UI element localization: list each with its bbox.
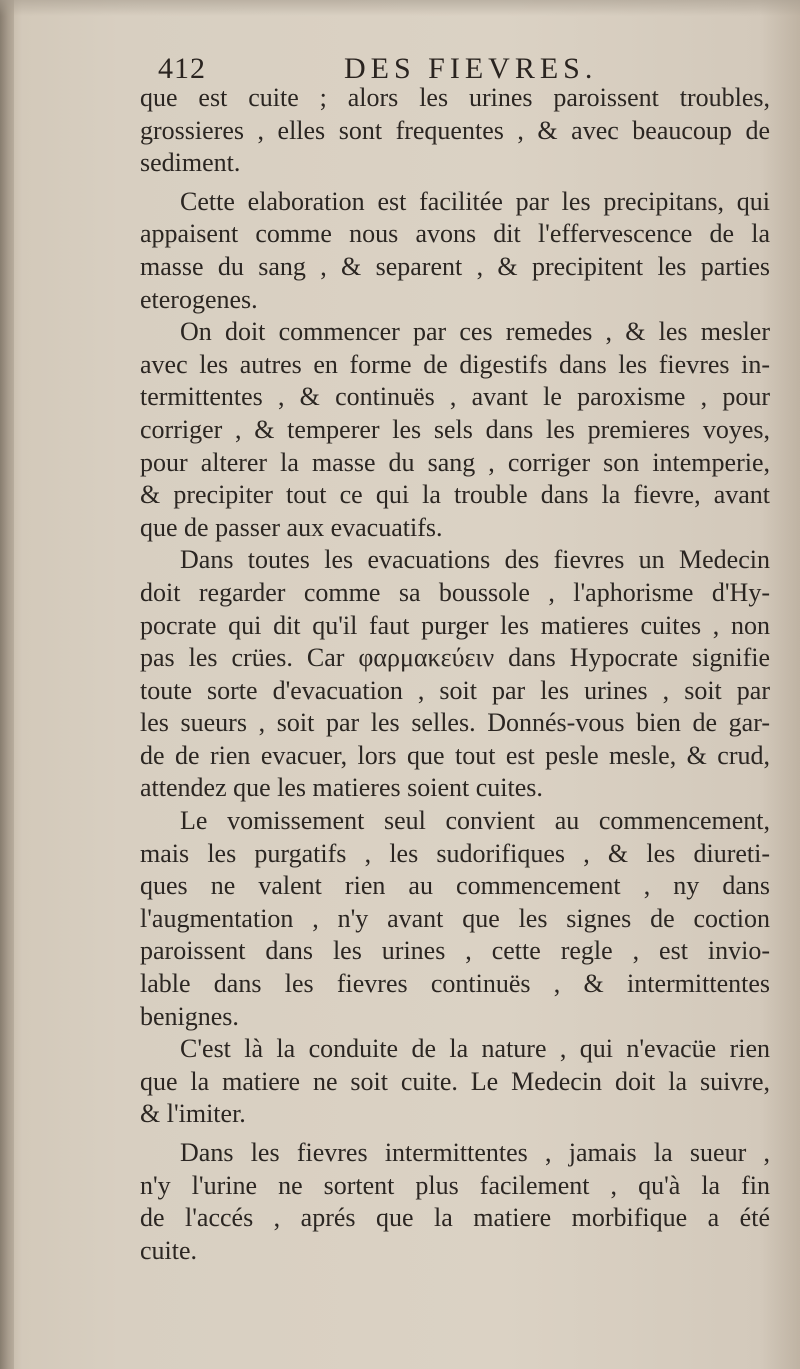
text-line: & precipiter tout ce qui la trouble dans la fievre, avant [140,480,770,510]
text-line: que la matiere ne soit cuite. Le Medecin doit la suivre, [140,1066,770,1096]
text-line: mais les purgatifs , les sudorifiques , & les diureti- [140,838,770,868]
text-line: Dans toutes les evacuations des fievres un Medecin [180,545,770,575]
text-line: que est cuite ; alors les urines paroissent troubles, [140,83,770,112]
text-line: doit regarder comme sa boussole , l'aphorisme d'Hy- [140,577,770,607]
text-line: attendez que les matieres soient cuites. [140,773,543,803]
text-line: lable dans les fievres continuës , & intermittentes [140,969,770,999]
text-line: ques ne valent rien au commencement , ny dans [140,871,770,901]
text-line: cuite. [140,1235,198,1265]
body-text [140,82,770,1267]
text-line: termittentes , & continuës , avant le paroxisme , pour [140,382,770,412]
text-line: pocrate qui dit qu'il faut purger les matieres cuites , non [140,610,770,640]
text-line: les sueurs , soit par les selles. Donnés-vous bien de gar- [140,708,770,738]
text-line: benignes. [140,1001,239,1031]
text-line: masse du sang , & separent , & precipitent les parties [140,251,770,281]
text-line: Dans les fievres intermittentes , jamais la sueur , [180,1138,770,1167]
text-line: toute sorte d'evacuation , soit par les urines , soit par [140,675,770,705]
text-line: appaisent comme nous avons dit l'effervescence de la [140,219,770,249]
text-line: C'est là la conduite de la nature , qui n'evacüe rien [180,1034,770,1064]
text-line: corriger , & temperer les sels dans les premieres voyes, [140,414,770,444]
text-line: paroissent dans les urines , cette regle , est invio- [140,936,770,966]
text-line: & l'imiter. [140,1099,246,1129]
text-line: Le vomissement seul convient au commencement, [180,806,770,836]
text-line: Cette elaboration est facilitée par les precipitans, qui [180,186,770,216]
running-title: DES FIEVRES. [344,52,598,85]
page-number: 412 [158,52,206,85]
text-line: que de passer aux evacuatifs. [140,512,443,542]
text-line: pas les crües. Car φαρμακεύειν dans Hypocrate signifie [140,643,770,673]
text-line: avec les autres en forme de digestifs dans les fievres in- [140,349,770,379]
text-line: On doit commencer par ces remedes , & les mesler [180,317,770,347]
text-line: l'augmentation , n'y avant que les signes de coction [140,903,770,933]
text-line: pour alterer la masse du sang , corriger son intemperie, [140,447,770,477]
text-line: sediment. [140,148,241,178]
text-line: grossieres , elles sont frequentes , & avec beaucoup de [140,115,770,145]
text-line: eterogenes. [140,284,258,314]
text-line: n'y l'urine ne sortent plus facilement , qu'à la fin [140,1170,770,1200]
text-line: de de rien evacuer, lors que tout est pesle mesle, & crud, [140,740,770,770]
text-line: de l'accés , aprés que la matiere morbifique a été [140,1203,770,1233]
